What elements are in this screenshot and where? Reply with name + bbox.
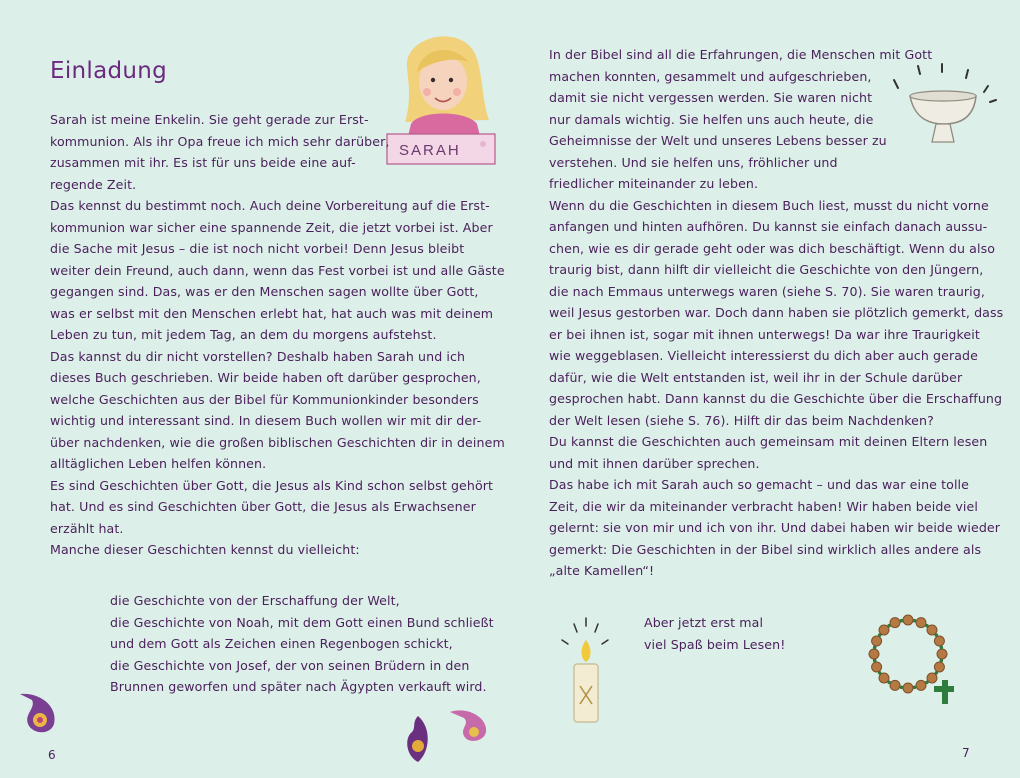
text-line: wie weggeblasen. Vielleicht interessierst du dich aber auch gerade [549, 348, 978, 363]
text-line: Leben zu tun, mit jedem Tag, an dem du morgens aufstehst. [50, 327, 437, 342]
list-item: und dem Gott als Zeichen einen Regenbogen schickt, [110, 636, 453, 651]
text-line: In der Bibel sind all die Erfahrungen, die Menschen mit Gott [549, 47, 933, 62]
rosary-bead [934, 662, 944, 672]
text-line: er bei ihnen ist, sogar mit ihnen unterwegs! Da war ihre Traurigkeit [549, 326, 980, 342]
right-page [510, 0, 1020, 778]
list-item: die Geschichte von Noah, mit dem Gott einen Bund schließt [110, 614, 494, 630]
paisley-icon [400, 712, 436, 768]
rosary-bead [869, 649, 879, 659]
text-line: und mit ihnen darüber sprechen. [549, 455, 760, 471]
text-line: weiter dein Freund, auch dann, wenn das Fest vorbei ist und alle Gäste [50, 262, 505, 278]
text-line: regende Zeit. [50, 176, 137, 192]
text-line: gemerkt: Die Geschichten in der Bibel sind wirklich alles andere als [549, 541, 982, 557]
text-line: Das habe ich mit Sarah auch so gemacht – und das war eine tolle [549, 477, 969, 492]
text-line: wichtig und interessant sind. In diesem Buch wollen wir mit dir der- [50, 413, 482, 428]
page-number-left: 6 [48, 748, 56, 762]
text-line: Geheimnisse der Welt und unseres Lebens besser zu [549, 133, 887, 148]
text-line: anfangen und hinten aufhören. Du kannst sie einfach danach aussu- [549, 219, 988, 234]
rosary-bead [903, 683, 913, 693]
text-line: gelernt: sie von mir und ich von ihr. Und dabei haben wir beide wieder [549, 520, 1001, 535]
text-line: über nachdenken, wie die großen biblischen Geschichten dir in deinem [50, 434, 505, 450]
rosary-bead [890, 618, 900, 628]
text-line: friedlicher miteinander zu leben. [549, 176, 759, 191]
chalice-illustration [880, 60, 1005, 155]
text-line: hat. Und es sind Geschichten über Gott, die Jesus als Erwachsener [50, 499, 476, 514]
text-line: alltäglichen Leben helfen können. [50, 456, 267, 471]
text-line: zusammen mit ihr. Es ist für uns beide eine auf- [50, 155, 356, 170]
text-line: viel Spaß beim Lesen! [644, 636, 786, 652]
rosary-bead [937, 649, 947, 659]
rosary-bead [872, 662, 882, 672]
text-line: Es sind Geschichten über Gott, die Jesus als Kind schon selbst gehört [50, 477, 494, 493]
text-line: Sarah ist meine Enkelin. Sie geht gerade zur Erst- [50, 112, 369, 127]
text-line: erzählt hat. [50, 520, 124, 536]
text-line: gegangen sind. Das, was er den Menschen sagen wollte über Gott, [50, 284, 479, 299]
candle-illustration [550, 612, 620, 727]
body-text-left [50, 195, 505, 561]
text-line: Wenn du die Geschichten in diesem Buch liest, musst du nicht vorne [549, 197, 989, 213]
text-line: die nach Emmaus unterwegs waren (siehe S. 70). Sie waren traurig, [549, 283, 985, 299]
text-line: Manche dieser Geschichten kennst du vielleicht: [50, 542, 360, 557]
page-number-right: 7 [962, 746, 970, 760]
paisley-icon [446, 706, 492, 746]
text-line: weil Jesus gestorben war. Doch dann haben sie plötzlich gemerkt, dass [549, 305, 1004, 320]
text-line: damit sie nicht vergessen werden. Sie waren nicht [549, 90, 873, 105]
text-line: nur damals wichtig. Sie helfen uns auch heute, die [549, 111, 874, 127]
text-line: der Welt lesen (siehe S. 76). Hilft dir das beim Nachdenken? [549, 412, 934, 428]
text-line: traurig bist, dann hilft dir vielleicht die Geschichte von den Jüngern, [549, 262, 984, 277]
rosary-bead [890, 680, 900, 690]
text-line: Das kennst du bestimmt noch. Auch deine Vorbereitung auf die Erst- [50, 198, 490, 213]
text-line: welche Geschichten aus der Bibel für Kommunionkinder besonders [50, 391, 479, 407]
text-line: Du kannst die Geschichten auch gemeinsam mit deinen Eltern lesen [549, 434, 988, 449]
rosary-bead [903, 615, 913, 625]
text-line: was er selbst mit den Menschen erlebt hat, hat auch was mit deinem [50, 305, 494, 321]
rosary-bead [916, 618, 926, 628]
text-line: die Sache mit Jesus – die ist noch nicht vorbei! Denn Jesus bleibt [50, 241, 465, 256]
text-line: chen, wie es dir gerade geht oder was dich beschäftigt. Wenn du also [549, 240, 996, 256]
list-item: die Geschichte von der Erschaffung der Welt, [110, 593, 400, 608]
text-line: Aber jetzt erst mal [644, 615, 764, 630]
text-line: kommunion war sicher eine spannende Zeit, die jetzt vorbei ist. Aber [50, 219, 493, 235]
intro-paragraph [50, 109, 389, 195]
rosary-bead [916, 680, 926, 690]
sarah-illustration [385, 28, 510, 168]
rosary-bead [934, 636, 944, 646]
rosary-bead [872, 636, 882, 646]
paisley-icon [14, 688, 64, 738]
page-title: Einladung [50, 58, 168, 84]
story-list [110, 590, 494, 698]
text-line: gesprochen habt. Dann kannst du die Geschichte über die Erschaffung [549, 391, 1003, 406]
rosary-illustration [860, 612, 960, 712]
name-sign-text: SARAH [399, 142, 461, 159]
text-line: Zeit, die wir da miteinander verbracht haben! Wir haben beide viel [549, 498, 978, 514]
closing-text [644, 612, 785, 655]
text-line: verstehen. Und sie helfen uns, fröhlicher und [549, 154, 838, 170]
text-line: Das kannst du dir nicht vorstellen? Deshalb haben Sarah und ich [50, 348, 466, 364]
rosary-spacer [940, 646, 944, 650]
list-item: die Geschichte von Josef, der von seinen Brüdern in den [110, 657, 470, 673]
text-line: dafür, wie die Welt entstanden ist, weil ihr in der Schule darüber [549, 369, 963, 385]
text-line: „alte Kamellen“! [549, 563, 655, 578]
text-line: kommunion. Als ihr Opa freue ich mich sehr darüber, [50, 133, 390, 149]
list-item: Brunnen geworfen und später nach Ägypten verkauft wird. [110, 679, 487, 694]
text-line: machen konnten, gesammelt und aufgeschrieben, [549, 68, 872, 84]
text-line: dieses Buch geschrieben. Wir beide haben oft darüber gesprochen, [50, 370, 481, 385]
